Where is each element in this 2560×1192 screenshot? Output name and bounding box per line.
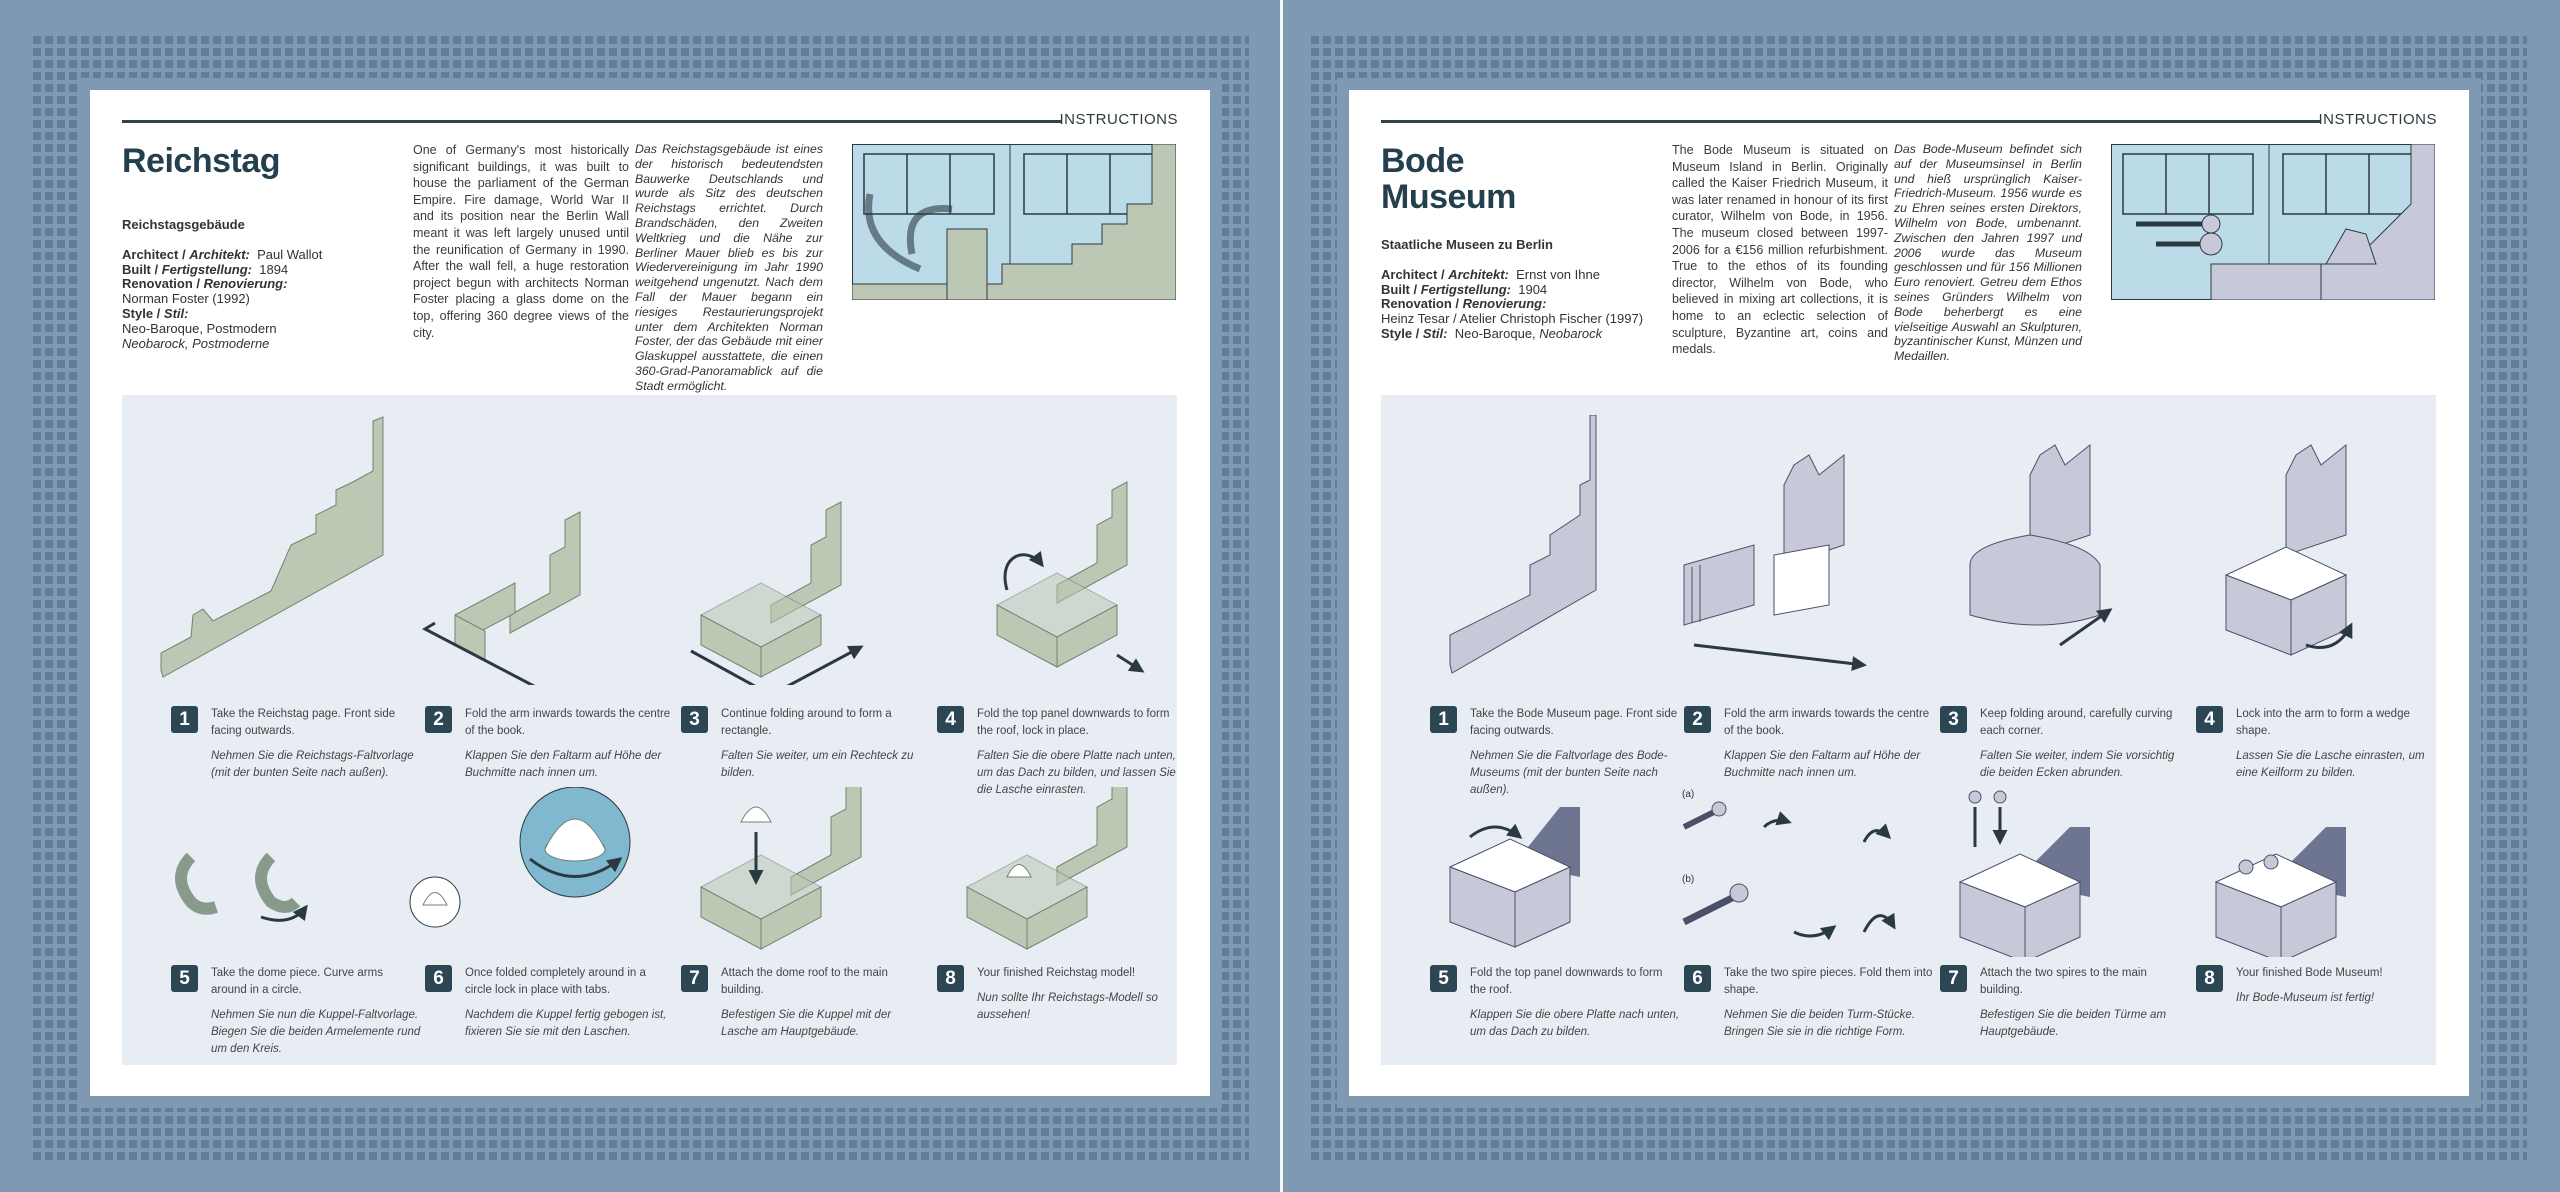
page-title: Reichstag <box>122 142 280 180</box>
step-text-german: Nehmen Sie die Faltvorlage des Bode-Museums (mit der bunten Seite nach außen). <box>1470 750 1668 796</box>
step-7-illustration <box>1920 787 2170 962</box>
step-1-illustration <box>151 415 401 690</box>
svg-text:(b): (b) <box>1682 874 1695 885</box>
built-value: 1904 <box>1518 281 1548 297</box>
step-text-english: Attach the dome roof to the main building. <box>721 967 888 996</box>
instructions-label: INSTRUCTIONS <box>1059 111 1178 128</box>
architect-label: Architect / <box>1381 266 1449 282</box>
step-text-german: Lassen Sie die Lasche einrasten, um eine Keilform zu bilden. <box>2236 750 2425 779</box>
step-number-badge: 5 <box>171 965 198 992</box>
step-8-illustration <box>917 787 1167 962</box>
step-number-badge: 8 <box>2196 965 2223 992</box>
style-label: Style / <box>122 305 164 321</box>
built-label-de: Fertigstellung: <box>161 261 252 277</box>
step-number-badge: 7 <box>681 965 708 992</box>
style-value: Neo-Baroque, <box>1454 325 1540 341</box>
svg-text:(a): (a) <box>1682 789 1695 800</box>
step-text-english: Fold the top panel downwards to form the roof. <box>1470 967 1663 996</box>
architect-label-de: Architekt: <box>189 246 250 262</box>
step-text-german: Falten Sie weiter, um ein Rechteck zu bilden. <box>721 750 914 779</box>
step-text-german: Nun sollte Ihr Reichstags-Modell so aussehen! <box>977 992 1158 1021</box>
style-label: Style / <box>1381 325 1423 341</box>
building-facts <box>122 218 402 351</box>
page-spread-divider <box>1280 0 1283 1192</box>
step-text-english: Attach the two spires to the main building. <box>1980 967 2147 996</box>
renovation-value: Norman Foster (1992) <box>122 291 250 307</box>
step-4-illustration <box>917 415 1167 690</box>
description-english: The Bode Museum is situated on Museum Island in Berlin. Originally called the Kaiser Friedrich Museum, it was later renamed in honour of its first curator, Wilhelm von Bode, in 1956. The museum closed between 1997-2006 for a €156 million refurbishment. True to the ethos of its founding director, Wilhelm von Bode, who believed in mixing art collections, it is home to an eclectic selection of sculpture, Byzantine art, coins and medals. <box>1672 143 1888 357</box>
step-text-german: Nehmen Sie die beiden Turm-Stücke. Bringen Sie sie in die richtige Form. <box>1724 1009 1915 1038</box>
style-value: Neo-Baroque, Postmodern <box>122 320 277 336</box>
step-text-english: Take the Bode Museum page. Front side facing outwards. <box>1470 708 1678 737</box>
renovation-label-de: Renovierung: <box>203 276 288 292</box>
step-text-german: Nachdem die Kuppel fertig gebogen ist, fixieren Sie sie mit den Laschen. <box>465 1009 667 1038</box>
steps-panel <box>122 395 1177 1065</box>
step-text-german: Klappen Sie die obere Platte nach unten, um das Dach zu bilden. <box>1470 1009 1680 1038</box>
step-5-illustration <box>151 787 401 962</box>
step-text-german: Klappen Sie den Faltarm auf Höhe der Buchmitte nach innen um. <box>465 750 662 779</box>
description-german: Das Reichstagsgebäude ist eines der historisch bedeutendsten Bauwerke Deutschlands und wurde als Sitz des deutschen Reichstags errichtet. Durch Brandschäden, den Zweiten Weltkrieg und die Nähe zur Berliner Mauer blieb es bis zur Wiedervereinigung im Jahr 1990 weitgehend ungenutzt. Nach dem Fall der Mauer begann ein riesiges Restaurierungsprojekt unter dem Architekten Norman Foster, der das Gebäude mit einer Glaskuppel ausstattete, die einen 360-Grad-Panoramablick auf die Stadt ermöglicht. <box>635 142 823 393</box>
style-value-de: Neobarock <box>1539 325 1603 341</box>
renovation-value: Heinz Tesar / Atelier Christoph Fischer (1997) <box>1381 311 1644 327</box>
step-6-illustration <box>1664 787 1914 962</box>
step-number-badge: 2 <box>425 706 452 733</box>
built-label-de: Fertigstellung: <box>1420 281 1511 297</box>
step-number-badge: 3 <box>1940 706 1967 733</box>
style-value-de: Neobarock, Postmoderne <box>122 335 270 351</box>
step-text-english: Your finished Bode Museum! <box>2236 967 2383 979</box>
step-text-english: Fold the arm inwards towards the centre of the book. <box>1724 708 1930 737</box>
architect-label-de: Architekt: <box>1448 266 1509 282</box>
architect-value: Ernst von Ihne <box>1516 266 1600 282</box>
building-facts <box>1381 238 1661 342</box>
step-5-illustration <box>1410 787 1660 962</box>
step-4-illustration <box>2176 415 2426 690</box>
step-text-german: Nehmen Sie nun die Kuppel-Faltvorlage. Biegen Sie die beiden Armelemente rund um den Kreis. <box>211 1009 421 1055</box>
step-3-illustration <box>1920 415 2170 690</box>
step-text-english: Continue folding around to form a rectangle. <box>721 708 892 737</box>
step-2-illustration <box>1664 415 1914 690</box>
step-8-illustration <box>2176 787 2426 962</box>
step-text-english: Once folded completely around in a circle lock in place with tabs. <box>465 967 646 996</box>
subtitle: Reichstagsgebäude <box>122 217 245 232</box>
header-rule <box>122 120 1062 123</box>
built-label: Built / <box>1381 281 1421 297</box>
renovation-label: Renovation / <box>1381 296 1463 312</box>
step-text-german: Falten Sie die obere Platte nach unten, um das Dach zu bilden, und lassen Sie die Lasche einrasten. <box>977 750 1176 796</box>
step-number-badge: 3 <box>681 706 708 733</box>
step-7-illustration <box>661 787 911 962</box>
step-1-illustration <box>1410 415 1660 690</box>
renovation-label-de: Renovierung: <box>1462 296 1547 312</box>
step-2-illustration <box>405 415 655 690</box>
steps-panel <box>1381 395 2436 1065</box>
step-text-english: Take the two spire pieces. Fold them into shape. <box>1724 967 1933 996</box>
step-text-english: Your finished Reichstag model! <box>977 967 1136 979</box>
style-label-de: Stil: <box>163 305 189 321</box>
step-text-german: Falten Sie weiter, indem Sie vorsichtig die beiden Ecken abrunden. <box>1980 750 2175 779</box>
step-text-english: Take the dome piece. Curve arms around in a circle. <box>211 967 383 996</box>
description-english: One of Germany's most historically significant buildings, it was built to house the parliament of the German Empire. Fire damage, World War II and its position near the Berlin Wall meant it was left largely unused until the reunification of Germany in 1990. After the wall fell, a huge restoration project begun with architects Norman Foster placing a glass dome on the top, offering 360 degree views of the city. <box>413 143 629 340</box>
template-plan-illustration <box>852 144 1176 300</box>
description-german: Das Bode-Museum befindet sich auf der Museumsinsel in Berlin und hieß ursprünglich Kaiser-Friedrich-Museum. 1956 wurde es zu Ehren seines ersten Direktors, Wilhelm von Bode, umbenannt. Zwischen den Jahren 1997 und 2006 wurde das Museum geschlossen und für 156 Millionen Euro renoviert. Getreu dem Ethos seines Gründers Wilhelm von Bode beherbergt es eine vielseitige Auswahl an Skulpturen, byzantinischer Kunst, Münzen und Medaillen. <box>1894 142 2082 364</box>
built-label: Built / <box>122 261 162 277</box>
architect-value: Paul Wallot <box>257 246 323 262</box>
step-text-english: Lock into the arm to form a wedge shape. <box>2236 708 2410 737</box>
style-label-de: Stil: <box>1422 325 1448 341</box>
step-number-badge: 7 <box>1940 965 1967 992</box>
template-plan-illustration <box>2111 144 2435 300</box>
step-6-illustration <box>405 787 655 962</box>
step-number-badge: 6 <box>1684 965 1711 992</box>
renovation-label: Renovation / <box>122 276 204 292</box>
instructions-label: INSTRUCTIONS <box>2318 111 2437 128</box>
header-rule <box>1381 120 2321 123</box>
step-text-german: Nehmen Sie die Reichstags-Faltvorlage (mit der bunten Seite nach außen). <box>211 750 414 779</box>
step-3-illustration <box>661 415 911 690</box>
step-text-english: Fold the arm inwards towards the centre of the book. <box>465 708 671 737</box>
step-number-badge: 4 <box>937 706 964 733</box>
step-text-german: Klappen Sie den Faltarm auf Höhe der Buchmitte nach innen um. <box>1724 750 1921 779</box>
built-value: 1894 <box>259 261 289 277</box>
step-number-badge: 1 <box>1430 706 1457 733</box>
step-number-badge: 5 <box>1430 965 1457 992</box>
reichstag-page <box>90 90 1210 1096</box>
step-text-german: Ihr Bode-Museum ist fertig! <box>2236 992 2375 1004</box>
step-number-badge: 8 <box>937 965 964 992</box>
subtitle: Staatliche Museen zu Berlin <box>1381 237 1553 252</box>
page-title: Bode Museum <box>1381 142 1516 216</box>
bode-museum-page <box>1349 90 2469 1096</box>
step-text-german: Befestigen Sie die beiden Türme am Hauptgebäude. <box>1980 1009 2167 1038</box>
step-text-english: Keep folding around, carefully curving each corner. <box>1980 708 2173 737</box>
step-number-badge: 1 <box>171 706 198 733</box>
step-text-english: Take the Reichstag page. Front side facing outwards. <box>211 708 396 737</box>
step-number-badge: 4 <box>2196 706 2223 733</box>
step-text-german: Befestigen Sie die Kuppel mit der Lasche am Hauptgebäude. <box>721 1009 892 1038</box>
step-number-badge: 2 <box>1684 706 1711 733</box>
step-text-english: Fold the top panel downwards to form the roof, lock in place. <box>977 708 1170 737</box>
architect-label: Architect / <box>122 246 190 262</box>
step-number-badge: 6 <box>425 965 452 992</box>
